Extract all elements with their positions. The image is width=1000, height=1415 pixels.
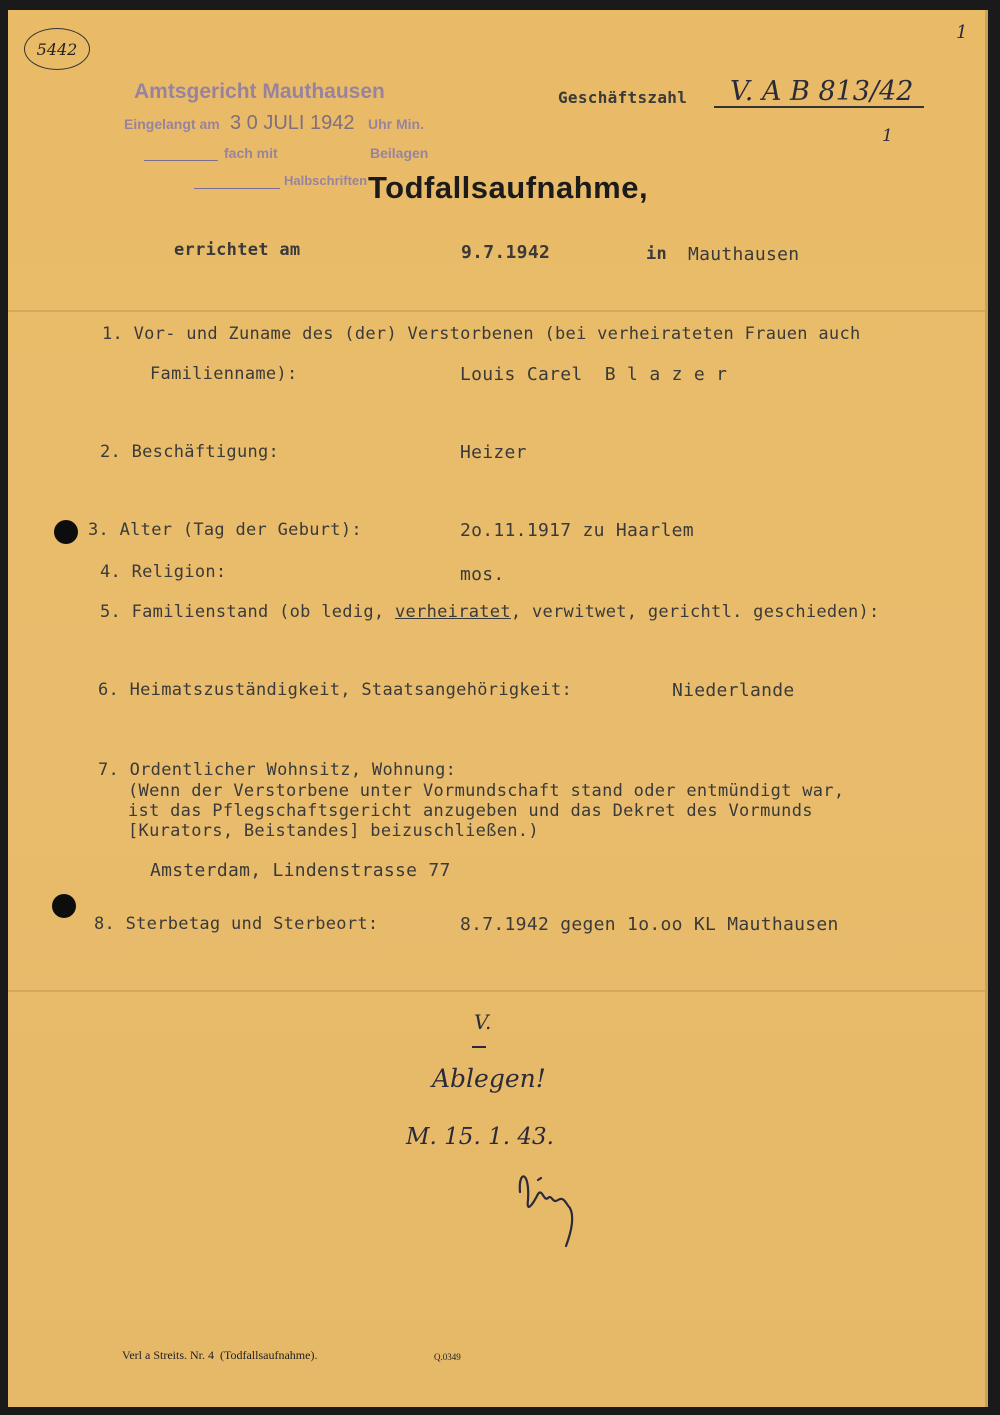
item-5-suffix: , verwitwet, gerichtl. geschieden): bbox=[510, 602, 880, 622]
stamp-received: Eingelangt am bbox=[124, 116, 220, 132]
stamp-halfsheets: Halbschriften bbox=[284, 173, 368, 188]
item-5-line bbox=[100, 602, 880, 622]
item-6-label: 6. Heimatszuständigkeit, Staatsangehörigkeit: bbox=[98, 680, 573, 700]
punch-hole bbox=[52, 894, 76, 918]
item-1-value: Louis Carel B l a z e r bbox=[460, 364, 728, 385]
item-3-label: 3. Alter (Tag der Geburt): bbox=[88, 520, 362, 540]
fold-line bbox=[8, 990, 985, 992]
item-3-value: 2o.11.1917 zu Haarlem bbox=[460, 520, 694, 541]
fold-line bbox=[8, 310, 985, 312]
archive-number: 5442 bbox=[24, 28, 90, 70]
stamp-court: Amtsgericht Mauthausen bbox=[134, 80, 385, 103]
stamp-time: Uhr Min. bbox=[368, 116, 424, 132]
item-7-line-1: 7. Ordentlicher Wohnsitz, Wohnung: bbox=[98, 760, 457, 780]
punch-hole bbox=[54, 520, 78, 544]
item-8-label: 8. Sterbetag und Sterbeort: bbox=[94, 914, 379, 934]
stamp-copies: fach mit bbox=[224, 145, 278, 161]
page-number: 1 bbox=[956, 22, 968, 43]
stamp-date: 3 0 JULI 1942 bbox=[230, 112, 355, 134]
handwritten-mark: V. bbox=[474, 1010, 492, 1034]
item-1-line-2: Familienname): bbox=[150, 364, 298, 384]
item-5-marked: verheiratet bbox=[394, 602, 511, 622]
handwritten-dash bbox=[472, 1046, 486, 1048]
handwritten-signature bbox=[508, 1160, 588, 1255]
document-page bbox=[8, 10, 988, 1407]
item-6-value: Niederlande bbox=[672, 680, 795, 701]
created-in-label: in bbox=[646, 244, 668, 264]
stamp-attachments: Beilagen bbox=[370, 145, 429, 161]
handwritten-note: Ablegen! bbox=[432, 1064, 546, 1093]
handwritten-date: M. 15. 1. 43. bbox=[406, 1124, 554, 1150]
case-number: V. A B 813/42 bbox=[730, 76, 914, 107]
created-place: Mauthausen bbox=[688, 244, 800, 265]
created-date: 9.7.1942 bbox=[461, 242, 551, 263]
created-label: errichtet am bbox=[174, 240, 301, 260]
item-5-prefix: 5. Familienstand (ob ledig, bbox=[100, 602, 395, 622]
case-label: Geschäftszahl bbox=[558, 88, 688, 107]
item-7-line-4: [Kurators, Beistandes] beizuschließen.) bbox=[128, 821, 539, 841]
case-sub-number: 1 bbox=[882, 126, 893, 146]
item-7-value: Amsterdam, Lindenstrasse 77 bbox=[150, 860, 451, 881]
item-4-value: mos. bbox=[460, 564, 505, 585]
item-7-line-3: ist das Pflegschaftsgericht anzugeben und das Dekret des Vormunds bbox=[128, 801, 813, 821]
item-8-value: 8.7.1942 gegen 1o.oo KL Mauthausen bbox=[460, 914, 839, 935]
item-7-line-2: (Wenn der Verstorbene unter Vormundschaft stand oder entmündigt war, bbox=[128, 781, 845, 801]
form-label: Verl a Streits. Nr. 4 (Todfallsaufnahme). bbox=[122, 1348, 318, 1362]
item-2-value: Heizer bbox=[460, 442, 527, 463]
item-4-label: 4. Religion: bbox=[100, 562, 227, 582]
item-2-label: 2. Beschäftigung: bbox=[100, 442, 280, 462]
document-title: Todfallsaufnahme, bbox=[368, 170, 649, 205]
stamp-rule bbox=[144, 160, 218, 161]
stamp-rule bbox=[194, 188, 280, 189]
item-1-line-1: 1. Vor- und Zuname des (der) Verstorbenen (bei verheirateten Frauen auch bbox=[102, 324, 861, 344]
form-code: Q.0349 bbox=[434, 1352, 461, 1362]
